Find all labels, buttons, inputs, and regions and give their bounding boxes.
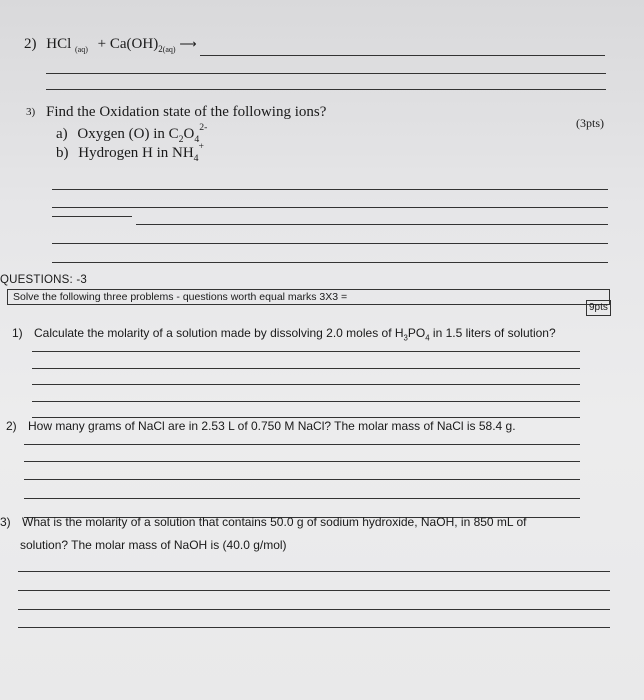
q2-answer-line-2 [46,73,606,74]
q3-a-text: Oxygen (O) in C [77,126,179,142]
p1-answer-line-4 [32,401,580,402]
problem-3-line-2: solution? The molar mass of NaOH is (40.0 g/mol) [20,538,287,552]
q3-a-mid: O [183,126,195,142]
problem-3-number: 3) [0,515,11,529]
q3-a-label: a) [56,126,68,142]
q3-b-text: Hydrogen H in NH [78,145,194,161]
problem-2-number: 2) [6,419,17,433]
q3-answer-line-2 [52,207,608,208]
plus-sign: + [97,36,107,52]
p3-answer-line-3 [18,609,610,610]
problem-1-number: 1) [12,326,23,340]
p2-answer-line-4 [24,498,580,499]
problem-2 [6,419,516,433]
problem-1 [12,326,556,342]
q3-b-sup: + [198,141,205,152]
problem-3 [0,515,527,529]
caoh-subscript: 2 [158,44,163,54]
p1-answer-line-1 [32,351,580,352]
p2-answer-line-3 [24,479,580,480]
q2-answer-line-3 [46,89,606,90]
section-heading: QUESTIONS: -3 [0,274,87,286]
p2-answer-line-1 [24,444,580,445]
problem-1-sub2: 4 [425,333,430,343]
q2-number: 2) [24,36,37,52]
q3-title: Find the Oxidation state of the following ions? [46,104,327,120]
q3-a-sup: 2- [199,122,208,133]
reaction-arrow: ⟶ [179,37,197,51]
caoh-state: (aq) [162,45,176,54]
p1-answer-line-2 [32,368,580,369]
q3-part-b [56,141,204,164]
q2-equation [24,36,197,54]
section-instruction-box [7,289,610,305]
q3-b-label: b) [56,145,69,161]
section-points-box [586,300,611,316]
p3-answer-line-4 [18,627,610,628]
problem-2-text: How many grams of NaCl are in 2.53 L of 0.750 M NaCl? The molar mass of NaCl is 58.4 g. [28,419,516,433]
p1-answer-line-5 [32,417,580,418]
q3-number: 3) [26,106,36,118]
problem-1-sub1: 3 [403,333,408,343]
section-instruction: Solve the following three problems - questions worth equal marks 3X3 = [13,291,348,303]
hcl-formula: HCl [46,36,72,52]
q3-answer-line-5 [52,262,608,263]
q3-b-sub: 4 [193,153,199,164]
problem-1-text-pre: Calculate the molarity of a solution made by dissolving 2.0 moles of H [34,326,404,340]
problem-1-text-post: in 1.5 liters of solution? [429,326,556,340]
p3-answer-line-2 [18,590,610,591]
p2-answer-line-2 [24,461,580,462]
p1-answer-line-3 [32,384,580,385]
problem-3-line-1: What is the molarity of a solution that contains 50.0 g of sodium hydroxide, NaOH, in 850 mL of [22,515,527,529]
problem-1-mid: PO [407,326,426,340]
hcl-state: (aq) [75,45,88,54]
q3-answer-line-4 [52,243,608,244]
q3-a-sub2: 4 [194,134,200,145]
q3-answer-line-1 [52,189,608,190]
section-points: 9pts [589,302,608,313]
q3-answer-line-3a [52,216,132,217]
q3-answer-line-3b [136,224,608,225]
p3-answer-line-1 [18,571,610,572]
q3-a-sub1: 2 [178,134,184,145]
caoh-formula: Ca(OH) [109,36,159,52]
q2-answer-line-1 [200,55,605,56]
q3-points: (3pts) [576,116,604,130]
